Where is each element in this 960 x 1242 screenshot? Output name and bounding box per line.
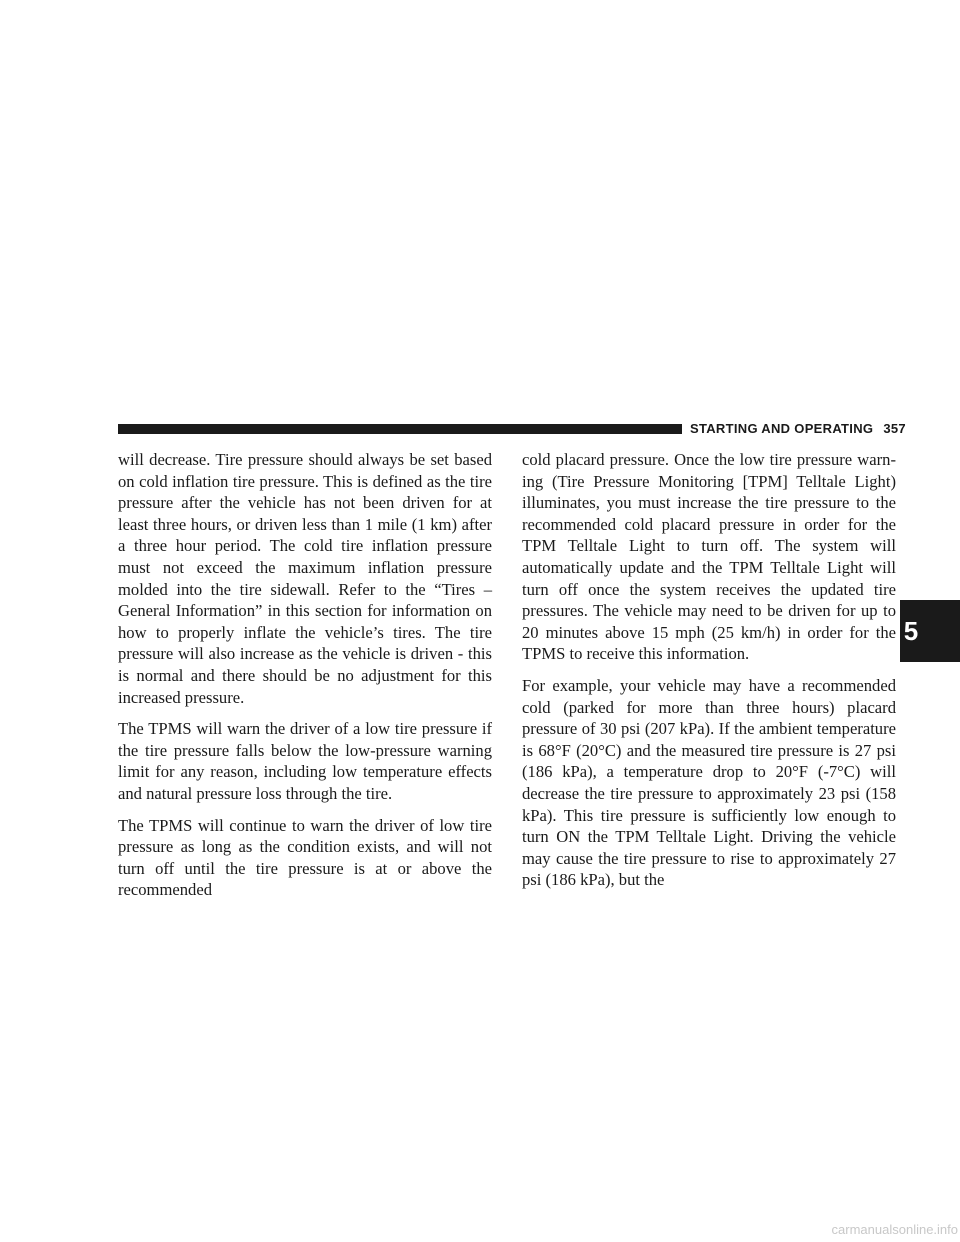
right-column xyxy=(522,449,896,901)
section-title: STARTING AND OPERATING xyxy=(690,421,874,436)
left-column xyxy=(118,449,492,911)
paragraph: will decrease. Tire pressure should always be set based on cold inflation tire pressure. This is defined as the tire pressure after the vehicle has not been driven for at least three hours, or driven less than 1 mile (1 km) after a three hour period. The cold tire inflation pressure must not exceed the maximum inflation pressure molded into the tire sidewall. Refer to the “Tires – General Information” in this section for information on how to properly inflate the vehicle’s tires. The tire pressure will also increase as the vehicle is driven - this is normal and there should be no adjustment for this increased pressure. xyxy=(118,450,492,707)
running-header xyxy=(690,418,910,440)
paragraph: The TPMS will continue to warn the driver of low tire pressure as long as the condition exists, and will not turn off until the tire pressure is at or above the recommended xyxy=(118,815,492,900)
watermark: carmanualsonline.info xyxy=(831,1222,958,1237)
paragraph: cold placard pressure. Once the low tire pressure warning (Tire Pressure Monitoring [TPM] Telltale Light) illuminates, you must increase the tire pressure to the recommended cold placard pressure in order for the TPM Telltale Light to turn off. The system will automatically update and the TPM Telltale Light will turn off once the system receives the updated tire pressures. The vehicle may need to be driven for up to 20 minutes above 15 mph (25 km/h) in order for the TPMS to receive this information. xyxy=(522,450,896,664)
paragraph: For example, your vehicle may have a recommended cold (parked for more than three hours) placard pressure of 30 psi (207 kPa). If the ambient temperature is 68°F (20°C) and the measured tire pressure is 27 psi (186 kPa), a temperature drop to 20°F (-7°C) will decrease the tire pressure to approximately 23 psi (158 kPa). This tire pressure is sufficiently low enough to turn ON the TPM Telltale Light. Driving the vehicle may cause the tire pressure to rise to approximately 27 psi (186 kPa), but the xyxy=(522,675,896,890)
header-rule xyxy=(118,424,682,434)
page-number: 357 xyxy=(883,421,906,436)
section-tab: 5 xyxy=(900,600,960,662)
paragraph: The TPMS will warn the driver of a low tire pressure if the tire pressure falls below the low-pressure warning limit for any reason, including low temperature effects and natural pressure loss through the tire. xyxy=(118,719,492,803)
